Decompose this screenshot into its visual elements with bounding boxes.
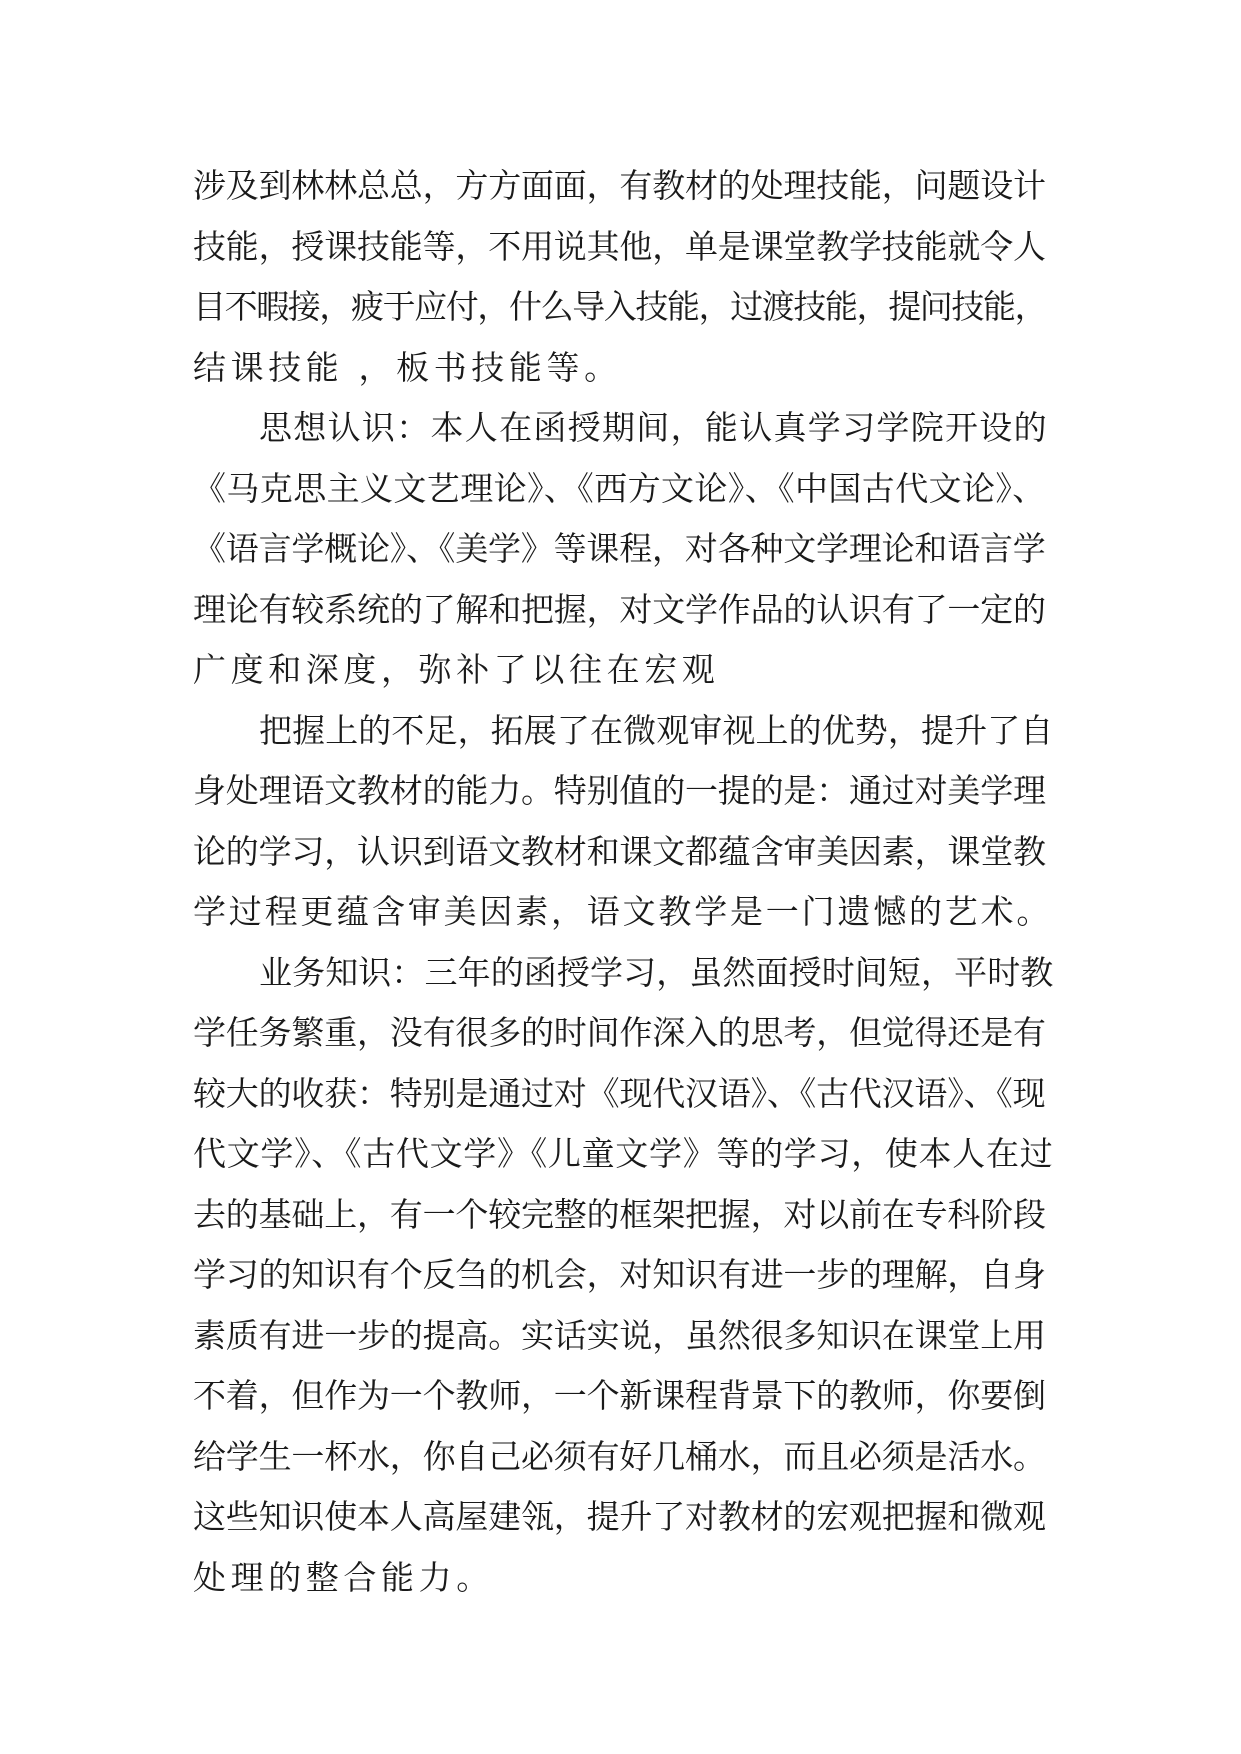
text-line: 学过程更蕴含审美因素，语文教学是一门遗憾的艺术。	[193, 892, 1053, 931]
text-line: 去的基础上，有一个较完整的框架把握，对以前在专科阶段	[193, 1194, 1046, 1234]
text-line: 结课技能 ，板书技能等。	[193, 347, 622, 387]
text-line: 这些知识使本人高屋建瓴，提升了对教材的宏观把握和微观	[193, 1497, 1046, 1536]
text-line: 身处理语文教材的能力。特别值的一提的是：通过对美学理	[193, 771, 1046, 810]
text-line: 给学生一杯水，你自己必须有好几桶水，而且必须是活水。	[193, 1436, 1046, 1476]
document-body	[193, 156, 1053, 1608]
paragraph-first-line: 业务知识：三年的函授学习，虽然面授时间短，平时教	[259, 952, 1054, 992]
text-line: 广度和深度，弥补了以往在宏观	[193, 650, 720, 689]
text-line: 学任务繁重，没有很多的时间作深入的思考，但觉得还是有	[193, 1013, 1046, 1052]
text-line: 《马克思主义文艺理论》、《西方文论》、《中国古代文论》、	[193, 468, 1046, 508]
text-line: 不着，但作为一个教师，一个新课程背景下的教师，你要倒	[193, 1376, 1046, 1415]
text-line: 《语言学概论》、《美学》等课程，对各种文学理论和语言学	[193, 529, 1046, 568]
paragraph-first-line: 思想认识：本人在函授期间，能认真学习学院开设的	[259, 408, 1048, 447]
text-line: 代文学》、《古代文学》《儿童文学》等的学习，使本人在过	[193, 1134, 1054, 1173]
text-line: 目不暇接，疲于应付，什么导入技能，过渡技能，提问技能，	[193, 287, 1047, 326]
text-line: 涉及到林林总总，方方面面，有教材的处理技能，问题设计	[193, 166, 1046, 205]
text-line: 学习的知识有个反刍的机会，对知识有进一步的理解，自身	[193, 1255, 1046, 1294]
text-line: 素质有进一步的提高。实话实说，虽然很多知识在课堂上用	[193, 1315, 1046, 1355]
text-line: 理论有较系统的了解和把握，对文学作品的认识有了一定的	[193, 589, 1046, 629]
text-line: 较大的收获：特别是通过对《现代汉语》、《古代汉语》、《现	[193, 1073, 1046, 1113]
text-line: 处理的整合能力。	[193, 1557, 494, 1597]
text-line: 技能，授课技能等，不用说其他，单是课堂教学技能就令人	[193, 226, 1046, 266]
text-line: 论的学习，认识到语文教材和课文都蕴含审美因素，课堂教	[193, 831, 1046, 871]
paragraph-first-line: 把握上的不足，拓展了在微观审视上的优势，提升了自	[259, 710, 1054, 750]
